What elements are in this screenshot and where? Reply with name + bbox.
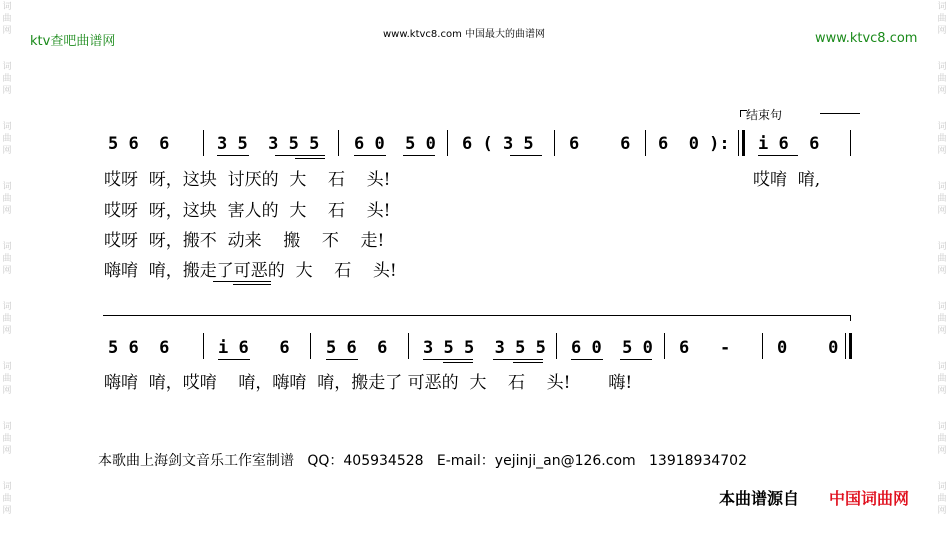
- side-watermark-char: 曲: [2, 194, 12, 204]
- side-watermark-char: 曲: [937, 434, 947, 444]
- side-watermark-char: 词: [937, 422, 947, 432]
- beam-underline: [275, 155, 325, 156]
- side-watermark-char: 网: [2, 26, 12, 36]
- side-watermark-char: 网: [937, 446, 947, 456]
- side-watermark-char: 词: [2, 182, 12, 192]
- beam-underline: [758, 155, 798, 156]
- final-barline-thick: [849, 333, 852, 359]
- side-watermark-char: 网: [937, 326, 947, 336]
- side-watermark-char: 曲: [937, 14, 947, 24]
- side-watermark-char: 网: [937, 506, 947, 516]
- site-watermark-left: ktv查吧曲谱网: [30, 34, 116, 49]
- side-watermark-char: 曲: [937, 494, 947, 504]
- row1-measure-7: i 6 6: [758, 134, 820, 154]
- barline: [203, 333, 204, 359]
- beam-underline: [295, 158, 325, 159]
- row1-measure-5: 6 6: [569, 134, 631, 154]
- ending-label: 结束句: [746, 108, 783, 122]
- side-watermark-char: 网: [2, 86, 12, 96]
- beam-underline: [510, 155, 542, 156]
- side-watermark-char: 网: [2, 506, 12, 516]
- side-watermark-char: 曲: [2, 374, 12, 384]
- side-watermark-char: 词: [937, 182, 947, 192]
- side-watermark-char: 词: [937, 2, 947, 12]
- side-watermark-char: 曲: [937, 74, 947, 84]
- side-watermark-char: 词: [937, 302, 947, 312]
- repeat-barline: [738, 130, 739, 156]
- side-watermark-char: 网: [937, 146, 947, 156]
- row1-lyric-verse-4: 嗨唷 唷，搬走了可恶的 大 石 头!: [104, 261, 397, 281]
- right-watermark-strip: [935, 0, 949, 534]
- side-watermark-char: 词: [2, 62, 12, 72]
- side-watermark-char: 词: [2, 302, 12, 312]
- barline: [554, 130, 555, 156]
- beam-underline: [493, 359, 543, 360]
- barline: [408, 333, 409, 359]
- barline: [762, 333, 763, 359]
- row2-measure-3: 5 6 6: [326, 338, 388, 358]
- barline: [447, 130, 448, 156]
- side-watermark-char: 网: [937, 386, 947, 396]
- barline: [203, 130, 204, 156]
- row2-lyric: 嗨唷 唷，哎唷 唷，嗨唷 唷，搬走了 可恶的 大 石 头! 嗨!: [104, 373, 633, 393]
- row1-measure-6: 6 0 ):: [658, 134, 730, 154]
- row2-measure-5: 6 0 5 0: [571, 338, 653, 358]
- side-watermark-char: 曲: [2, 434, 12, 444]
- beam-underline: [571, 359, 603, 360]
- side-watermark-char: 网: [2, 326, 12, 336]
- side-watermark-char: 词: [2, 362, 12, 372]
- side-watermark-char: 曲: [2, 254, 12, 264]
- beam-underline: [513, 362, 543, 363]
- side-watermark-char: 网: [2, 206, 12, 216]
- side-watermark-char: 词: [2, 2, 12, 12]
- barline: [310, 333, 311, 359]
- side-watermark-char: 网: [937, 26, 947, 36]
- side-watermark-char: 词: [2, 122, 12, 132]
- beam-underline: [443, 362, 473, 363]
- ending-line: [820, 113, 860, 114]
- beam-underline: [217, 155, 249, 156]
- lyric-underline: [233, 284, 271, 285]
- beam-underline: [218, 359, 250, 360]
- row2-measure-7: 0 0: [777, 338, 839, 358]
- side-watermark-char: 网: [2, 266, 12, 276]
- row1-lyric-verse-1: 哎呀 呀，这块 讨厌的 大 石 头!: [104, 170, 391, 190]
- site-watermark-right: www.ktvc8.com: [815, 31, 918, 46]
- side-watermark-char: 词: [937, 482, 947, 492]
- final-barline: [845, 333, 846, 359]
- source-label: 本曲谱源自: [719, 489, 800, 508]
- side-watermark-char: 曲: [2, 74, 12, 84]
- ending-bracket-line: [103, 315, 851, 316]
- row2-measure-1: 5 6 6: [108, 338, 170, 358]
- site-watermark-center: www.ktvc8.com 中国最大的曲谱网: [383, 29, 546, 40]
- barline: [645, 130, 646, 156]
- side-watermark-char: 网: [2, 386, 12, 396]
- side-watermark-char: 词: [937, 122, 947, 132]
- row1-lyric-verse-3: 哎呀 呀，搬不 动来 搬 不 走!: [104, 231, 385, 251]
- side-watermark-char: 曲: [937, 374, 947, 384]
- side-watermark-char: 曲: [2, 494, 12, 504]
- repeat-barline-thick: [742, 130, 745, 156]
- ending-bracket-end: [850, 315, 851, 321]
- left-watermark-strip: [0, 0, 14, 534]
- side-watermark-char: 曲: [2, 14, 12, 24]
- beam-underline: [354, 155, 386, 156]
- side-watermark-char: 网: [937, 206, 947, 216]
- beam-underline: [423, 359, 473, 360]
- side-watermark-char: 词: [2, 242, 12, 252]
- row2-measure-6: 6 -: [679, 338, 731, 358]
- side-watermark-char: 网: [2, 146, 12, 156]
- side-watermark-char: 网: [937, 86, 947, 96]
- row1-measure-1: 5 6 6: [108, 134, 170, 154]
- side-watermark-char: 曲: [937, 314, 947, 324]
- credit-line: 本歌曲上海剑文音乐工作室制谱 QQ：405934528 E-mail：yejinji_an@126.com 13918934702: [98, 453, 747, 469]
- barline: [664, 333, 665, 359]
- side-watermark-char: 词: [2, 422, 12, 432]
- side-watermark-char: 词: [2, 482, 12, 492]
- barline: [556, 333, 557, 359]
- side-watermark-char: 词: [937, 242, 947, 252]
- source-site-name: 中国词曲网: [829, 489, 910, 508]
- beam-underline: [620, 359, 652, 360]
- side-watermark-char: 词: [937, 362, 947, 372]
- row1-lyric-ending: 哎唷 唷,: [753, 170, 821, 190]
- row2-measure-2: i 6 6: [218, 338, 290, 358]
- side-watermark-char: 曲: [2, 134, 12, 144]
- side-watermark-char: 词: [937, 62, 947, 72]
- lyric-underline: [213, 281, 271, 282]
- row1-measure-3: 6 0 5 0: [354, 134, 436, 154]
- row1-measure-2: 3 5 3 5 5: [217, 134, 320, 154]
- side-watermark-char: 曲: [937, 254, 947, 264]
- row1-lyric-verse-2: 哎呀 呀，这块 害人的 大 石 头!: [104, 201, 391, 221]
- side-watermark-char: 网: [937, 266, 947, 276]
- beam-underline: [403, 155, 435, 156]
- row1-measure-4: 6 ( 3 5: [462, 134, 534, 154]
- side-watermark-char: 网: [2, 446, 12, 456]
- side-watermark-char: 曲: [937, 194, 947, 204]
- barline: [338, 130, 339, 156]
- side-watermark-char: 曲: [2, 314, 12, 324]
- beam-underline: [326, 359, 358, 360]
- side-watermark-char: 曲: [937, 134, 947, 144]
- row2-measure-4: 3 5 5 3 5 5: [423, 338, 546, 358]
- barline: [850, 130, 851, 156]
